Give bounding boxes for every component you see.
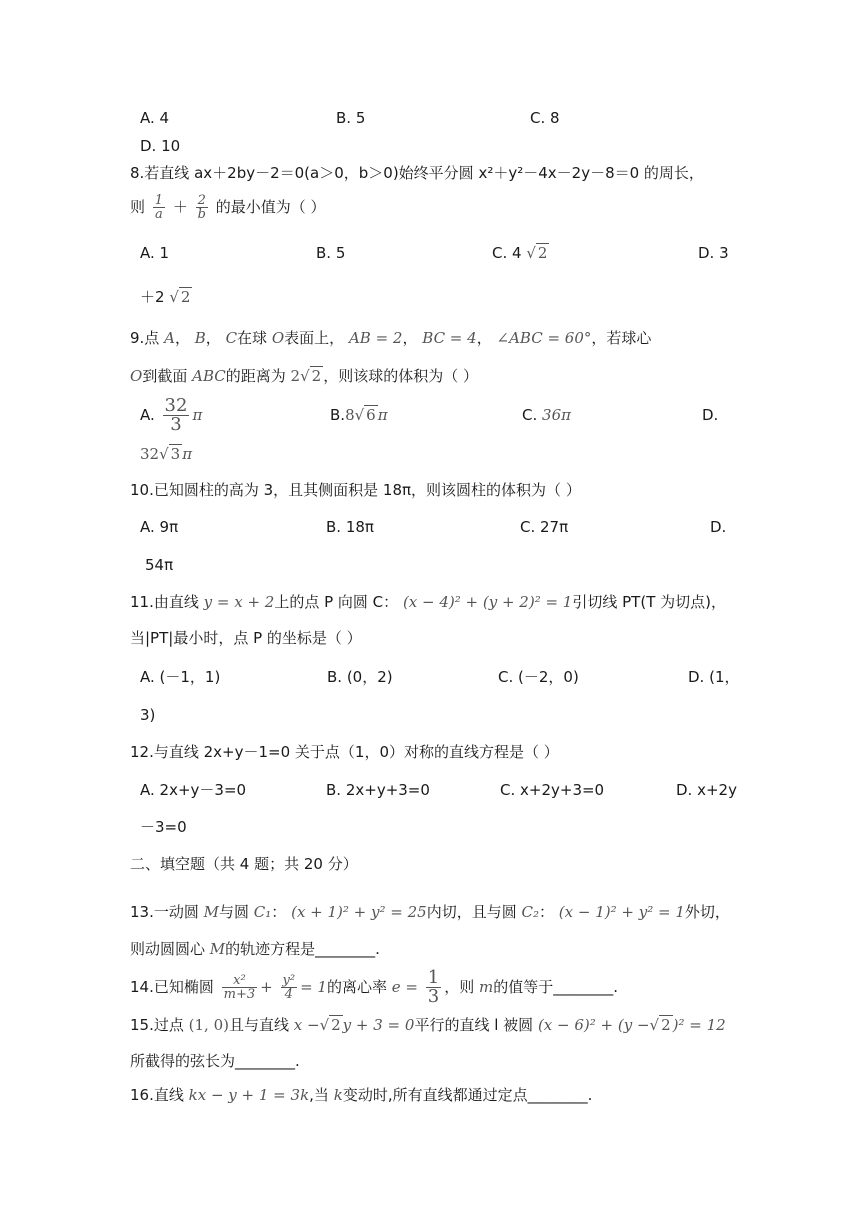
q13-line1: 13.一动圆 M与圆 C₁： (x + 1)² + y² = 25内切，且与圆 C₂： (x − 1)² + y² = 1外切， xyxy=(130,903,730,921)
q8-option-c: C. 4 √ 2 xyxy=(492,244,548,262)
q12-stem: 12.与直线 2x+y－1=0 关于点（1，0）对称的直线方程是（ ） xyxy=(130,743,559,761)
q10-stem: 10.已知圆柱的高为 3，且其侧面积是 18π，则该圆柱的体积为（ ） xyxy=(130,481,581,499)
q11-option-c: C. (－2，0) xyxy=(498,668,579,686)
q7-option-a: A. 4 xyxy=(140,109,170,127)
q9-option-a-fraction: $\frac{32}{3}$ xyxy=(164,395,188,435)
q12-option-b: B. 2x+y+3=0 xyxy=(326,781,430,799)
q14-line: 14.已知椭圆 $\frac{\text{x²}}{m+3}$ + $\frac{\text{y²}}{4}$ = 1的离心率 e = $\frac{1}{3}$ ，则 m的值等于________. xyxy=(130,967,619,1007)
q15-line2: 所截得的弦长为________. xyxy=(130,1052,300,1070)
q8-fraction-1: $\frac{1}{a}$ xyxy=(154,193,164,222)
q8-line2 xyxy=(130,190,326,224)
q14-fraction-1: $\frac{\text{x²}}{m+3}$ xyxy=(223,973,256,1002)
q8-option-d-sqrt: √ 2 xyxy=(169,288,191,306)
q9-option-b: B.8√ 6 π xyxy=(330,406,388,424)
q8-stem: 8.若直线 ax＋2by－2＝0(a＞0，b＞0)始终平分圆 x²＋y²－4x－2y－8＝0 的周长， xyxy=(130,164,704,182)
q8-option-a: A. 1 xyxy=(140,244,170,262)
q14-fraction-2: $\frac{\text{y²}}{4}$ xyxy=(282,973,296,1002)
q13-line2: 则动圆圆心 M的轨迹方程是________. xyxy=(130,940,380,958)
q11-option-b: B. (0，2) xyxy=(327,668,393,686)
q7-option-d: D. 10 xyxy=(140,137,181,155)
q11-option-d: D. (1， xyxy=(688,668,740,686)
q14-e-fraction: $\frac{1}{3}$ xyxy=(427,967,440,1007)
q11-option-d-cont: 3) xyxy=(140,706,156,724)
q9-line1: 9.点 A， B， C在球 O表面上， AB = 2， BC = 4， ∠ABC = 60°，若球心 xyxy=(130,329,652,347)
q8-line2-prefix: 则 xyxy=(130,198,146,216)
q10-option-d-cont: 54π xyxy=(145,556,174,574)
q8-option-d-cont: ＋2 √ 2 xyxy=(140,288,191,306)
q8-option-d: D. 3 xyxy=(698,244,729,262)
q8-plus: ＋ xyxy=(172,198,188,216)
q7-option-b: B. 5 xyxy=(336,109,366,127)
q9-option-d-cont: 32√ 3 π xyxy=(140,445,193,463)
q12-option-d: D. x+2y xyxy=(676,781,737,799)
q7-option-c: C. 8 xyxy=(530,109,560,127)
q8-option-b: B. 5 xyxy=(316,244,346,262)
q8-option-c-sqrt: √ 2 xyxy=(526,244,548,262)
q8-line2-suffix: 的最小值为（ ） xyxy=(215,198,326,216)
q11-line1: 11.由直线 y = x + 2上的点 P 向圆 C： (x − 4)² + (y + 2)² = 1引切线 PT(T 为切点)， xyxy=(130,593,726,611)
q12-option-a: A. 2x+y－3=0 xyxy=(140,781,247,799)
q9-option-d: D. xyxy=(702,406,719,424)
q9-option-c: C. 36π xyxy=(522,406,571,424)
q9-line2: O到截面 ABC的距离为 2√ 2 ，则该球的体积为（ ） xyxy=(130,367,478,385)
q10-option-b: B. 18π xyxy=(326,518,374,536)
q16-line: 16.直线 kx − y + 1 = 3k,当 k变动时,所有直线都通过定点________. xyxy=(130,1086,593,1104)
q10-option-c: C. 27π xyxy=(520,518,569,536)
q15-line1: 15.过点 (1, 0)且与直线 x −√ 2 y + 3 = 0平行的直线 l 被圆 (x − 6)² + (y −√ 2 )² = 12 xyxy=(130,1016,726,1034)
section-heading: 二、填空题（共 4 题；共 20 分） xyxy=(130,855,358,873)
q12-option-c: C. x+2y+3=0 xyxy=(500,781,605,799)
q11-line2: 当|PT|最小时，点 P 的坐标是（ ） xyxy=(130,629,362,647)
q9-option-a: A. $\frac{32}{3}$ π xyxy=(140,395,203,435)
q8-fraction-2: $\frac{2}{b}$ xyxy=(197,193,206,222)
q10-option-a: A. 9π xyxy=(140,518,179,536)
q11-option-a: A. (－1，1) xyxy=(140,668,221,686)
q12-option-d-cont: －3=0 xyxy=(140,818,187,836)
q10-option-d: D. xyxy=(710,518,727,536)
